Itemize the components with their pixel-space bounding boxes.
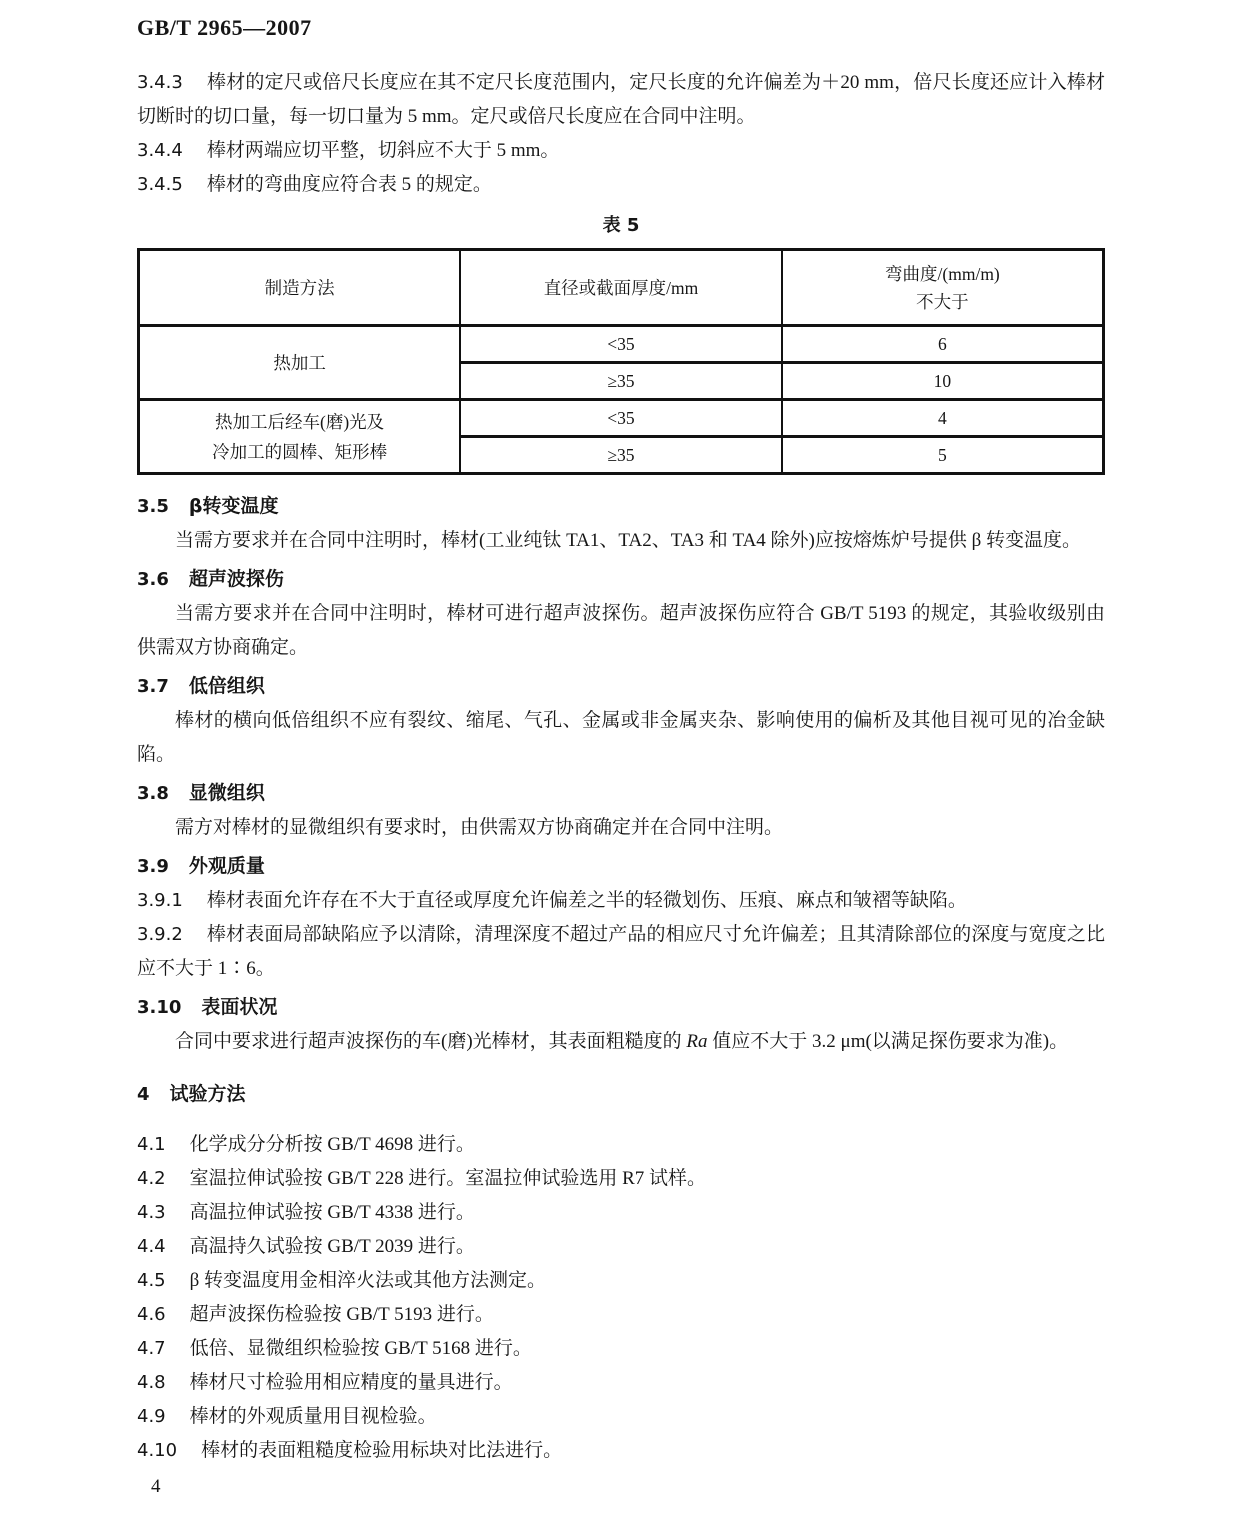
clause-number: 3.4.3: [137, 72, 183, 93]
clause-4-6: [137, 1298, 1105, 1332]
clause-number: 3.4.4: [137, 140, 183, 161]
table-5: [137, 248, 1105, 475]
clause-4-2: [137, 1162, 1105, 1196]
cell-bend: 10: [782, 363, 1104, 400]
paragraph-text-pre: 合同中要求进行超声波探伤的车(磨)光棒材，其表面粗糙度的: [175, 1031, 687, 1052]
paragraph-3-10: [137, 1025, 1105, 1059]
clause-3-4-5: [137, 168, 1105, 202]
heading-number: 3.5: [137, 496, 169, 517]
clause-text: 棒材尺寸检验用相应精度的量具进行。: [189, 1372, 513, 1393]
paragraph-3-8: 需方对棒材的显微组织有要求时，由供需双方协商确定并在合同中注明。: [175, 817, 784, 838]
clause-text: 棒材的外观质量用目视检验。: [189, 1406, 437, 1427]
heading-number: 3.9: [137, 856, 169, 877]
table5-header-diameter: 直径或截面厚度/mm: [460, 250, 782, 326]
table5-caption: 表 5: [602, 215, 640, 236]
clause-text: 棒材的弯曲度应符合表 5 的规定。: [206, 174, 492, 195]
paragraph-3-5: 当需方要求并在合同中注明时，棒材(工业纯钛 TA1、TA2、TA3 和 TA4 除外)应按熔炼炉号提供 β 转变温度。: [175, 530, 1082, 551]
clause-number: 4.9: [137, 1406, 166, 1427]
clause-4-4: [137, 1230, 1105, 1264]
cell-method-machined: [139, 400, 461, 474]
heading-title: 低倍组织: [188, 675, 265, 697]
clause-number: 3.9.1: [137, 890, 183, 911]
clause-number: 4.6: [137, 1304, 166, 1325]
heading-number: 3.6: [137, 569, 169, 590]
cell-size: <35: [460, 400, 782, 437]
cell-bend: 6: [782, 326, 1104, 363]
clause-text: 室温拉伸试验按 GB/T 228 进行。室温拉伸试验选用 R7 试样。: [189, 1168, 707, 1189]
heading-3-8: [137, 776, 1105, 811]
cell-method-line1: 热加工后经车(磨)光及: [215, 411, 385, 432]
clause-4-8: [137, 1366, 1105, 1400]
heading-3-5: [137, 489, 1105, 524]
clause-number: 3.4.5: [137, 174, 183, 195]
page-number: 4: [151, 1476, 161, 1497]
cell-bend: 4: [782, 400, 1104, 437]
table5-header-method: 制造方法: [139, 250, 461, 326]
clause-text: 棒材表面局部缺陷应予以清除，清理深度不超过产品的相应尺寸允许偏差；且其清除部位的深度与宽度之比应不大于 1∶6。: [137, 924, 1105, 979]
cell-method-hot-work: 热加工: [139, 326, 461, 400]
clause-number: 3.9.2: [137, 924, 183, 945]
table5-header-bend-line1: 弯曲度/(mm/m): [885, 263, 1000, 284]
heading-title: 超声波探伤: [188, 568, 284, 590]
clause-text: 高温拉伸试验按 GB/T 4338 进行。: [189, 1202, 475, 1223]
document-body: [137, 66, 1105, 1468]
heading-title: 显微组织: [188, 782, 265, 804]
heading-title: 试验方法: [169, 1083, 246, 1105]
cell-size: ≥35: [460, 363, 782, 400]
clause-number: 4.4: [137, 1236, 166, 1257]
clause-3-9-1: [137, 884, 1105, 918]
table5-body: [139, 326, 1104, 474]
heading-title: 外观质量: [188, 855, 265, 877]
clause-4-10: [137, 1434, 1105, 1468]
cell-size: ≥35: [460, 437, 782, 474]
clause-4-1: [137, 1128, 1105, 1162]
clause-4-5: [137, 1264, 1105, 1298]
heading-number: 3.10: [137, 997, 182, 1018]
clause-4-7: [137, 1332, 1105, 1366]
heading-number: 3.8: [137, 783, 169, 804]
table5-head: [139, 250, 1104, 326]
heading-title: 表面状况: [201, 996, 278, 1018]
heading-3-10: [137, 990, 1105, 1025]
heading-3-9: [137, 849, 1105, 884]
clause-number: 4.2: [137, 1168, 166, 1189]
clause-number: 4.3: [137, 1202, 166, 1223]
paragraph-3-6: 当需方要求并在合同中注明时，棒材可进行超声波探伤。超声波探伤应符合 GB/T 5193 的规定，其验收级别由供需双方协商确定。: [137, 603, 1105, 658]
clause-text: 棒材表面允许存在不大于直径或厚度允许偏差之半的轻微划伤、压痕、麻点和皱褶等缺陷。: [206, 890, 967, 911]
table5-header-bend: [782, 250, 1104, 326]
clause-number: 4.10: [137, 1440, 178, 1461]
cell-bend: 5: [782, 437, 1104, 474]
clause-text: 化学成分分析按 GB/T 4698 进行。: [189, 1134, 475, 1155]
heading-title: β转变温度: [188, 495, 279, 517]
heading-4: [137, 1077, 1105, 1112]
paragraph-3-7: 棒材的横向低倍组织不应有裂纹、缩尾、气孔、金属或非金属夹杂、影响使用的偏析及其他目视可见的冶金缺陷。: [137, 710, 1105, 765]
clause-text: 高温持久试验按 GB/T 2039 进行。: [189, 1236, 475, 1257]
clause-number: 4.7: [137, 1338, 166, 1359]
clause-text: β 转变温度用金相淬火法或其他方法测定。: [189, 1270, 547, 1291]
clause-text: 超声波探伤检验按 GB/T 5193 进行。: [189, 1304, 494, 1325]
heading-number: 3.7: [137, 676, 169, 697]
heading-3-6: [137, 562, 1105, 597]
clause-3-9-2: [137, 918, 1105, 986]
clause-text: 棒材的定尺或倍尺长度应在其不定尺长度范围内，定尺长度的允许偏差为＋20 mm，倍尺长度还应计入棒材切断时的切口量，每一切口量为 5 mm。定尺或倍尺长度应在合同中注明。: [137, 72, 1105, 127]
table5-header-bend-line2: 不大于: [916, 291, 969, 312]
clause-number: 4.5: [137, 1270, 166, 1291]
cell-method-line2: 冷加工的圆棒、矩形棒: [212, 441, 388, 462]
clause-4-3: [137, 1196, 1105, 1230]
table5-header-row: [139, 250, 1104, 326]
clause-text: 低倍、显微组织检验按 GB/T 5168 进行。: [189, 1338, 532, 1359]
table-row: [139, 326, 1104, 363]
ra-symbol: Ra: [686, 1031, 708, 1052]
table-row: [139, 400, 1104, 437]
clause-number: 4.1: [137, 1134, 166, 1155]
clause-text: 棒材两端应切平整，切斜应不大于 5 mm。: [206, 140, 560, 161]
clause-text: 棒材的表面粗糙度检验用标块对比法进行。: [201, 1440, 563, 1461]
heading-number: 4: [137, 1084, 150, 1105]
heading-3-7: [137, 669, 1105, 704]
clause-number: 4.8: [137, 1372, 166, 1393]
doc-code: GB/T 2965—2007: [137, 15, 312, 40]
clause-4-9: [137, 1400, 1105, 1434]
paragraph-text-post: 值应不大于 3.2 μm(以满足探伤要求为准)。: [707, 1031, 1069, 1052]
clause-3-4-4: [137, 134, 1105, 168]
cell-size: <35: [460, 326, 782, 363]
clause-3-4-3: [137, 66, 1105, 134]
